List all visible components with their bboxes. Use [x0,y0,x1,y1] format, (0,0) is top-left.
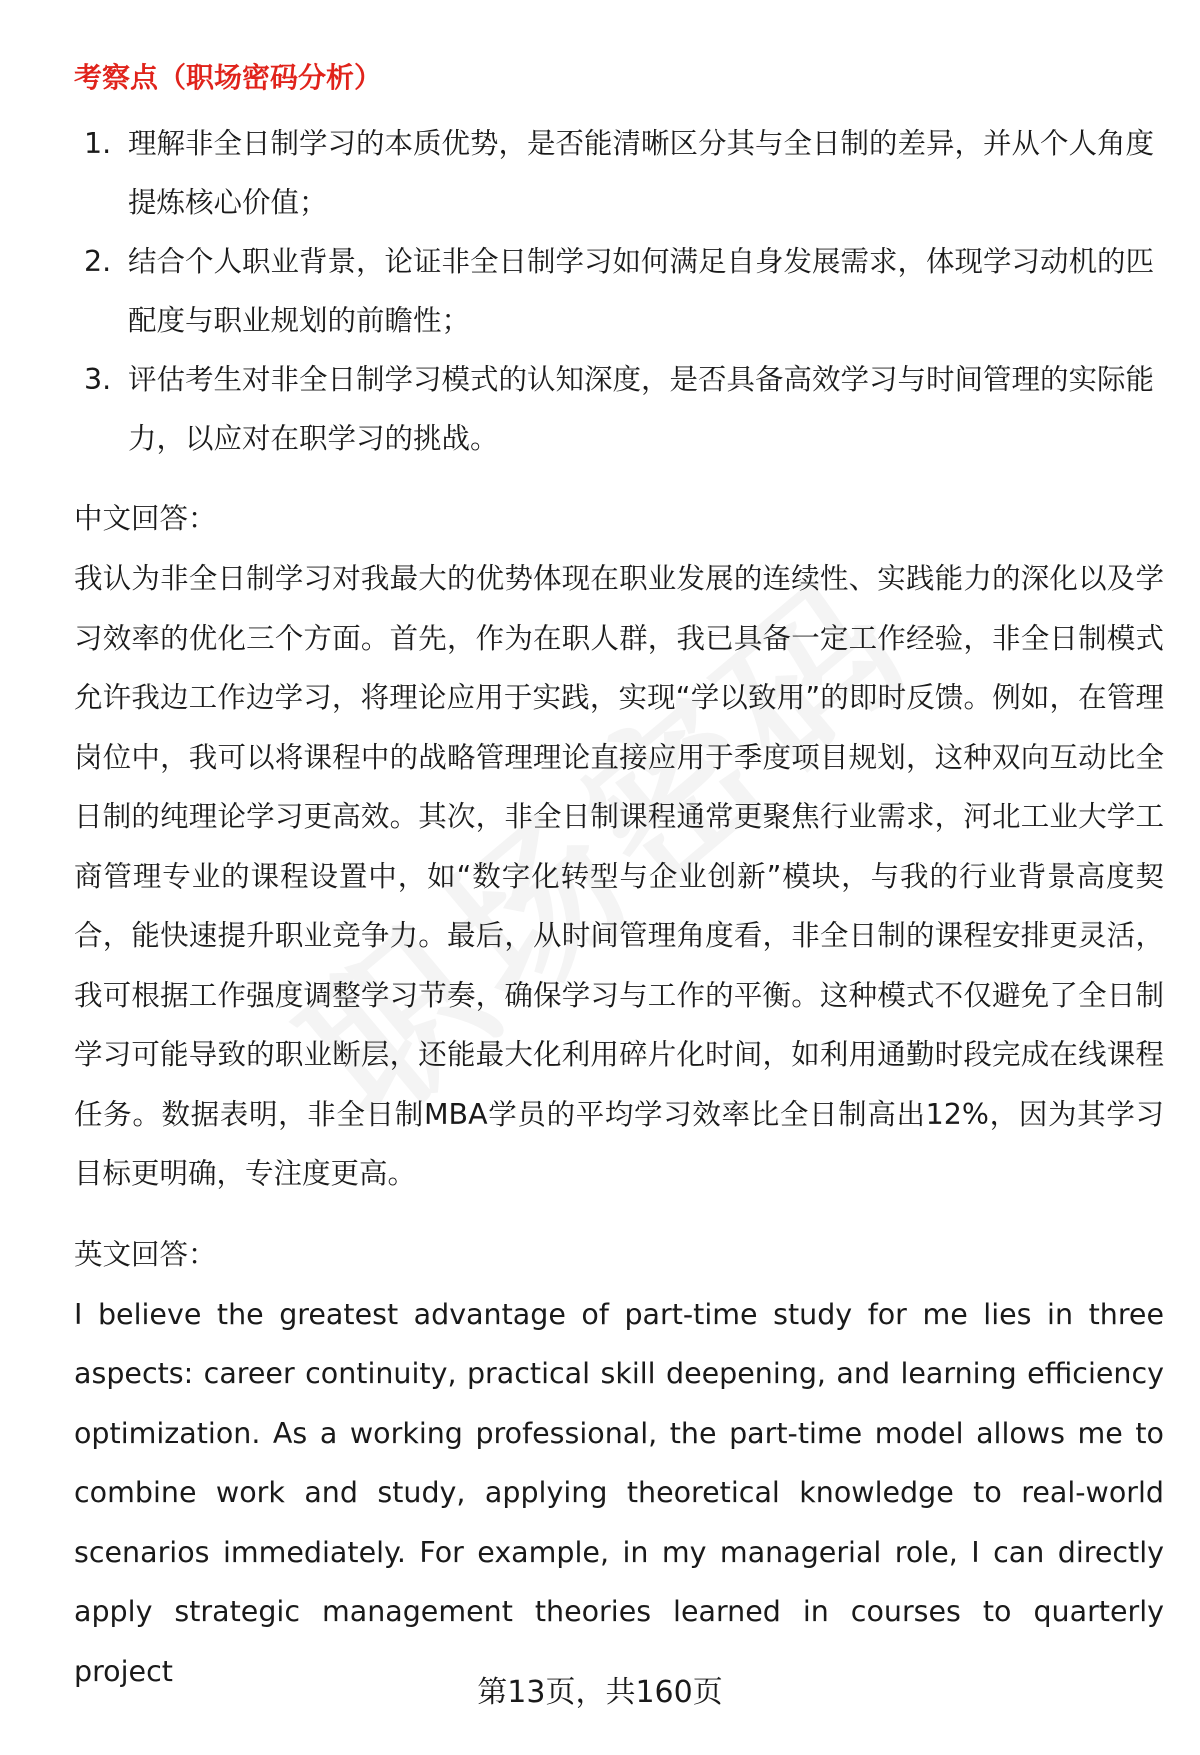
assessment-points-list [74,114,1164,468]
list-item-number: 2. [84,245,112,278]
list-item-text: 结合个人职业背景，论证非全日制学习如何满足自身发展需求，体现学习动机的匹配度与职业规划的前瞻性； [128,245,1155,337]
list-item-number: 3. [84,363,112,396]
list-item-text: 理解非全日制学习的本质优势，是否能清晰区分其与全日制的差异，并从个人角度提炼核心价值； [128,127,1155,219]
english-answer-label: 英文回答： [74,1237,217,1271]
list-item [74,232,1164,350]
list-item [74,350,1164,468]
document-page [74,48,1164,1701]
chinese-answer-label: 中文回答： [74,502,217,535]
list-item-text: 评估考生对非全日制学习模式的认知深度，是否具备高效学习与时间管理的实际能力，以应对在职学习的挑战。 [128,363,1155,455]
section-heading: 考察点（职场密码分析） [74,61,383,94]
list-item-number: 1. [84,127,112,160]
page-number: 第13页，共160页 [477,1675,723,1710]
english-answer-text: I believe the greatest advantage of part-time study for me lies in three aspects: career continuity, practical skill deepening, and learning efficiency optimization. As a working professional, the part-time model allows me to combine work and study, applying theoretical knowledge to real-world scenarios immediately. For example, in my managerial role, I can directly apply strategic management theories learned in courses to quarterly project [74,1297,1164,1688]
list-item [74,114,1164,232]
chinese-answer-text: 我认为非全日制学习对我最大的优势体现在职业发展的连续性、实践能力的深化以及学习效率的优化三个方面。首先，作为在职人群，我已具备一定工作经验，非全日制模式允许我边工作边学习，将理论应用于实践，实现“学以致用”的即时反馈。例如，在管理岗位中，我可以将课程中的战略管理理论直接应用于季度项目规划，这种双向互动比全日制的纯理论学习更高效。其次，非全日制课程通常更聚焦行业需求，河北工业大学工商管理专业的课程设置中，如“数字化转型与企业创新”模块，与我的行业背景高度契合，能快速提升职业竞争力。最后，从时间管理角度看，非全日制的课程安排更灵活，我可根据工作强度调整学习节奏，确保学习与工作的平衡。这种模式不仅避免了全日制学习可能导致的职业断层，还能最大化利用碎片化时间，如利用通勤时段完成在线课程任务。数据表明，非全日制MBA学员的平均学习效率比全日制高出12%，因为其学习目标更明确，专注度更高。 [74,562,1164,1190]
